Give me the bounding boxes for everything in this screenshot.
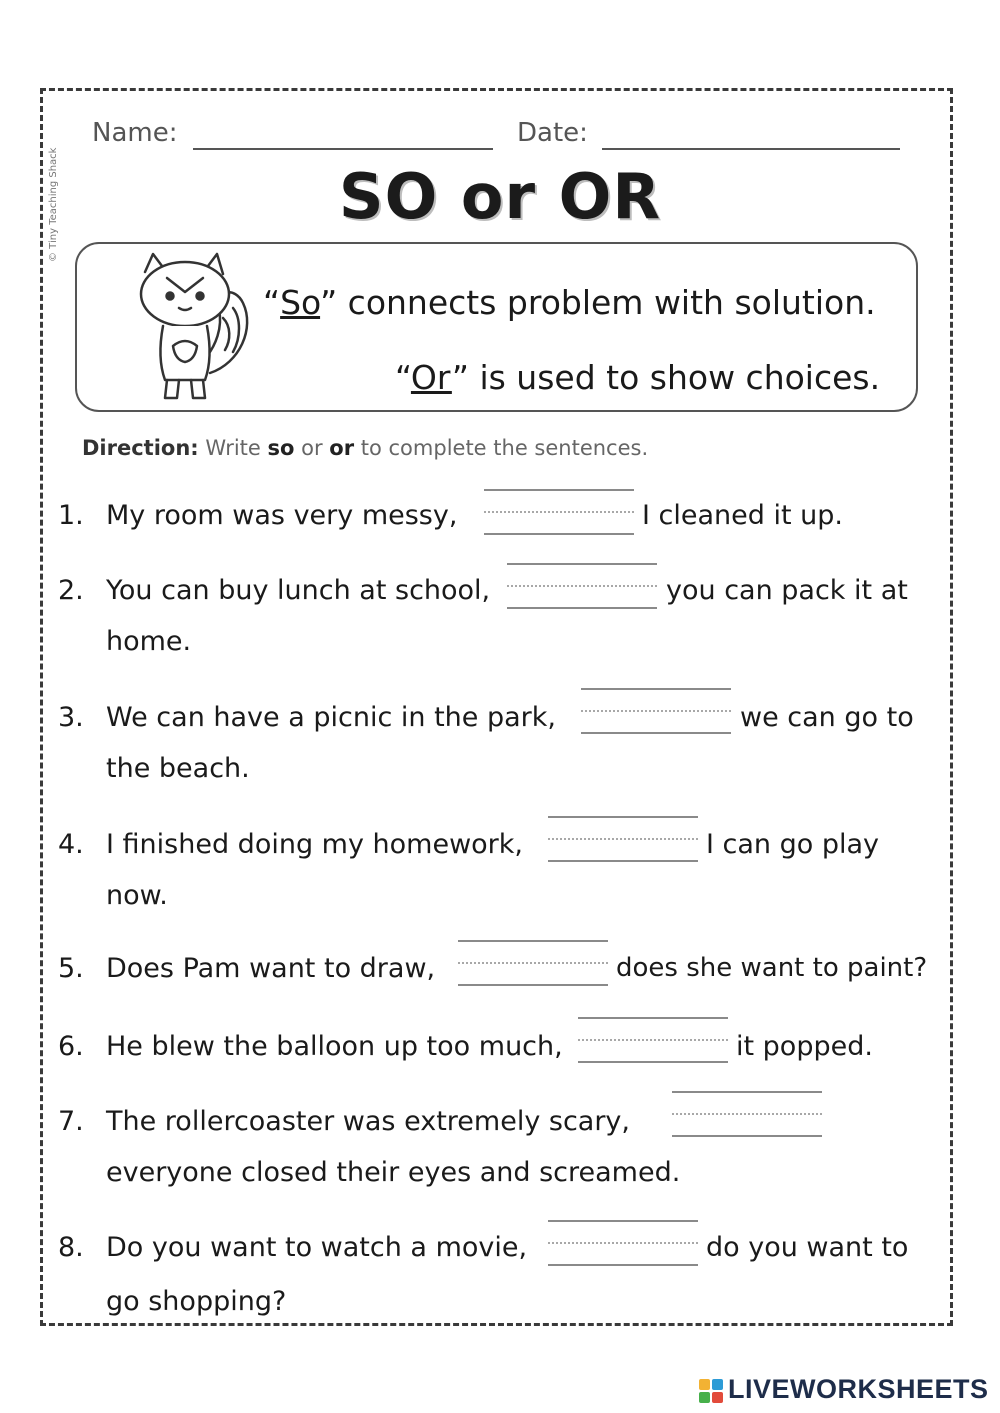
rule-so-open-quote: “ — [263, 283, 281, 322]
squirrel-icon — [115, 248, 275, 408]
sentence-before: We can have a picnic in the park, — [106, 702, 556, 733]
answer-blank[interactable] — [548, 816, 698, 862]
rule-so-text: connects problem with solution. — [337, 283, 876, 322]
direction-text-3: to complete the sentences. — [354, 436, 649, 460]
brand-icon — [698, 1378, 724, 1404]
page-title: SO or OR — [338, 160, 662, 233]
answer-blank[interactable] — [581, 688, 731, 734]
sentence-after: do you want to — [706, 1232, 909, 1263]
direction-label: Direction: — [82, 436, 199, 460]
direction-text-2: or — [294, 436, 330, 460]
sentence-before: The rollercoaster was extremely scary, — [106, 1106, 630, 1137]
date-field[interactable] — [602, 148, 900, 150]
answer-blank[interactable] — [548, 1220, 698, 1266]
rule-or-text: is used to show choices. — [468, 358, 881, 397]
date-label: Date: — [517, 118, 588, 148]
sentence-number: 5. — [58, 953, 84, 984]
sentence-before: I finished doing my homework, — [106, 829, 523, 860]
sentence-before: You can buy lunch at school, — [106, 575, 491, 606]
direction-line — [82, 436, 648, 460]
sentence-after: we can go to — [740, 702, 914, 733]
direction-keyword-or: or — [329, 436, 355, 460]
sentence-continuation: the beach. — [106, 753, 250, 784]
answer-blank[interactable] — [507, 563, 657, 609]
rule-or — [395, 358, 880, 397]
sentence-after: it popped. — [736, 1031, 873, 1062]
rule-or-open-quote: “ — [395, 358, 411, 397]
sentence-continuation: home. — [106, 626, 192, 657]
answer-blank[interactable] — [458, 940, 608, 986]
sentence-number: 3. — [58, 702, 84, 733]
rule-or-close-quote: ” — [451, 358, 469, 397]
sentence-number: 7. — [58, 1106, 84, 1137]
direction-keyword-so: so — [267, 436, 295, 460]
sentence-continuation: go shopping? — [106, 1286, 287, 1317]
sentence-before: Do you want to watch a movie, — [106, 1232, 528, 1263]
answer-blank[interactable] — [578, 1017, 728, 1063]
sentence-after: does she want to paint? — [616, 953, 928, 983]
sentence-before: He blew the balloon up too much, — [106, 1031, 563, 1062]
sentence-continuation: everyone closed their eyes and screamed. — [106, 1157, 681, 1188]
copyright-text: © Tiny Teaching Shack — [48, 147, 59, 262]
name-field[interactable] — [193, 148, 493, 150]
rule-so-keyword: So — [280, 283, 321, 322]
sentence-number: 1. — [58, 500, 84, 531]
rule-or-keyword: Or — [410, 358, 452, 397]
sentence-after: I cleaned it up. — [642, 500, 843, 531]
direction-text-1: Write — [198, 436, 268, 460]
sentence-after: you can pack it at — [666, 575, 908, 606]
sentence-continuation: now. — [106, 880, 168, 911]
sentence-before: Does Pam want to draw, — [106, 953, 436, 984]
sentence-number: 8. — [58, 1232, 84, 1263]
name-label: Name: — [92, 118, 178, 148]
sentence-number: 2. — [58, 575, 84, 606]
sentence-after: I can go play — [706, 829, 880, 860]
rule-so — [263, 283, 876, 322]
answer-blank[interactable] — [672, 1091, 822, 1137]
answer-blank[interactable] — [484, 489, 634, 535]
brand-text: LIVEWORKSHEETS — [728, 1374, 989, 1404]
rule-so-close-quote: ” — [320, 283, 338, 322]
sentence-number: 4. — [58, 829, 84, 860]
sentence-number: 6. — [58, 1031, 84, 1062]
sentence-before: My room was very messy, — [106, 500, 458, 531]
